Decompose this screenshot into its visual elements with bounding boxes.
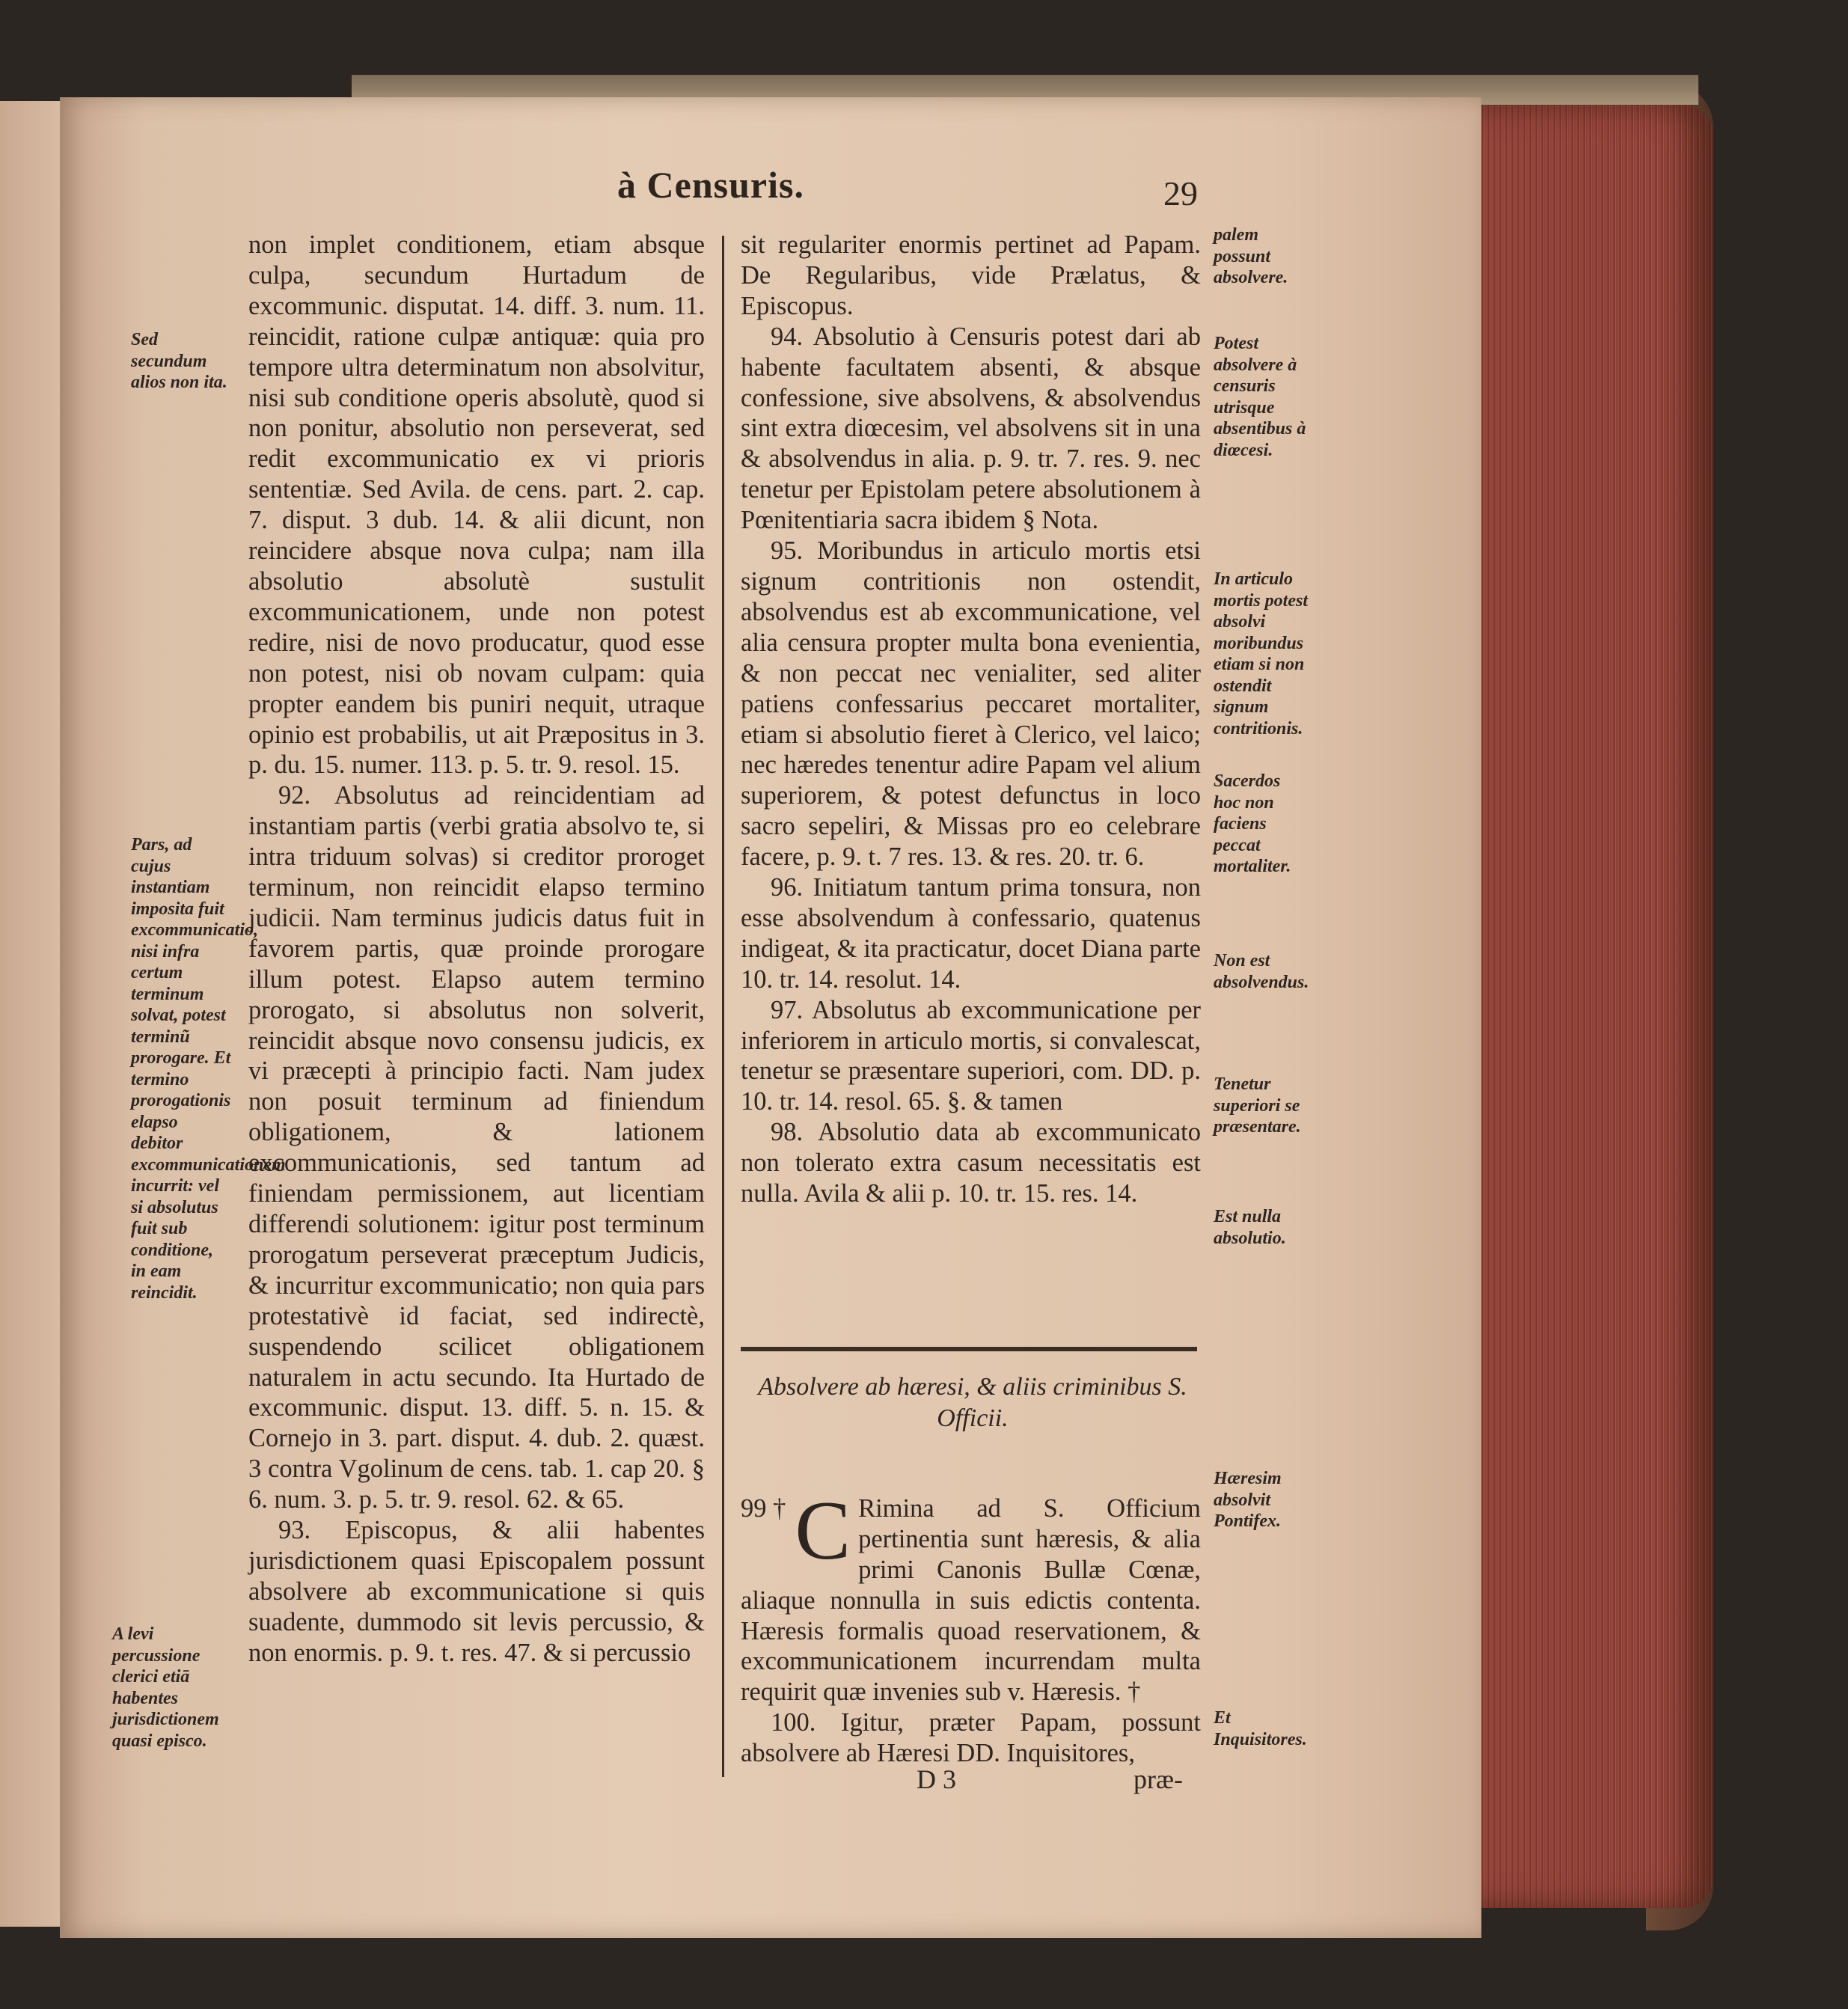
paragraph: 93. Episcopus, & alii habentes jurisdictionem quasi Episcopalem possunt absolvere ab excommunicatione si quis suadente, dummodo sit levis percussio, & non enormis. p. 9. t. res. 47. & si percussio	[248, 1516, 705, 1667]
margin-note: Sed secundum alios non ita.	[131, 330, 227, 392]
paragraph: 98. Absolutio data ab excommunicato non tolerato extra casum necessitatis est nulla. Avila & alii p. 10. tr. 15. res. 14.	[741, 1118, 1201, 1208]
paragraph: 96. Initiatum tantum prima tonsura, non esse absolvendum à confessario, quatenus indigeat, & ita practicatur, docet Diana parte 10. tr. 14. resolut. 14.	[741, 873, 1201, 994]
section-title: Absolvere ab hæresi, & aliis criminibus S. Officii.	[758, 1373, 1187, 1432]
paragraph-number: 99 †	[741, 1493, 786, 1523]
drop-cap: C	[795, 1484, 851, 1577]
paragraph	[741, 1463, 1201, 1707]
signature-mark: D 3	[917, 1764, 956, 1794]
catchword: præ-	[1133, 1764, 1183, 1794]
margin-note: Tenetur superiori se præsentare.	[1214, 1074, 1301, 1137]
margin-note: A levi percussione clerici etiā habentes jurisdictionem quasi episco.	[112, 1624, 219, 1751]
margin-note: Est nulla absolutio.	[1214, 1207, 1286, 1248]
section-rule	[741, 1347, 1197, 1351]
section-text	[741, 1463, 1201, 1769]
margin-note: Potest absolvere à censuris utrisque absentibus à diœcesi.	[1214, 334, 1306, 460]
column-divider	[722, 236, 724, 1777]
margin-note: Pars, ad cujus instantiam imposita fuit excommunicatio, nisi infra certum terminum solvat, potest terminũ prorogare. Et termino prorogationis elapso debitor excommunicationem incurrit: vel si absolutus fuit sub conditione, in eam reincidit.	[131, 835, 286, 1303]
paragraph: 100. Igitur, præter Papam, possunt absolvere ab Hæresi DD. Inquisitores,	[741, 1708, 1201, 1768]
paragraph: non implet conditionem, etiam absque culpa, secundum Hurtadum de excommunic. disputat. 14. diff. 3. num. 11. reincidit, ratione culpæ antiquæ: quia pro tempore ultra determinatum non absolvitur, nisi sub conditione operis absolutè, quod si non ponitur, absolutio non perseverat, sed redit excommunicatio ex vi prioris sententiæ. Sed Avila. de cens. part. 2. cap. 7. disput. 3 dub. 14. & alii dicunt, non reincidere absque nova culpa; nam illa absolutio absolutè sustulit excommunicationem, unde non potest redire, nisi de novo producatur, quod esse non potest, nisi ob novam culpam: quia propter eandem bis puniri nequit, utraque opinio est probabilis, ut ait Præpositus in 3. p. du. 15. numer. 113. p. 5. tr. 9. resol. 15.	[248, 230, 705, 780]
paragraph-text: Rimina ad S. Officium pertinentia sunt hæresis, & alia primi Canonis Bullæ Cœnæ, aliaque nonnulla in suis edictis contenta. Hæresis formalis quoad reservationem, & excommunicationem incurrendam multa requirit quæ invenies sub v. Hæresis. †	[741, 1493, 1201, 1707]
margin-note: Sacerdos hoc non faciens peccat mortaliter.	[1214, 771, 1291, 876]
margin-note: Et Inquisitores.	[1214, 1708, 1307, 1749]
margin-note: Non est absolvendus.	[1214, 951, 1309, 992]
paragraph: sit regulariter enormis pertinet ad Papam. De Regularibus, vide Prælatus, & Episcopus.	[741, 230, 1201, 320]
margin-note: palem possunt absolvere.	[1214, 225, 1288, 287]
page-block-edges	[1466, 105, 1713, 1908]
left-facing-page-edge	[0, 101, 64, 1927]
paragraph: 95. Moribundus in articulo mortis etsi signum contritionis non ostendit, absolvendus est ab excommunicatione, vel alia censura propter multa bona evenientia, & non peccat nec venialiter, sed aliter patiens confessarius peccaret mortaliter, etiam si absolutio fieret à Clerico, vel laico; nec hæredes tenentur adire Papam vel alium superiorem, & potest defunctus in loco sacro sepeliri, & Missas pro eo celebrare facere, p. 9. t. 7 res. 13. & res. 20. tr. 6.	[741, 536, 1201, 872]
paragraph: 97. Absolutus ab excommunicatione per inferiorem in articulo mortis, si convalescat, tenetur se præsentare superiori, com. DD. p. 10. tr. 14. resol. 65. §. & tamen	[741, 995, 1201, 1116]
page-number: 29	[1163, 174, 1198, 212]
margin-note: Hæresim absolvit Pontifex.	[1214, 1469, 1282, 1531]
paragraph: 94. Absolutio à Censuris potest dari ab habente facultatem absenti, & absque confessione, sive absolvens, & absolvendus sint extra diœcesim, vel absolvens sit in una & absolvendus in alia. p. 9. tr. 7. res. 9. nec tenetur per Epistolam petere absolutionem à Pœnitentiaria sacra ibidem § Nota.	[741, 322, 1201, 535]
left-text-column	[248, 230, 705, 1669]
running-title: à Censuris.	[617, 164, 804, 206]
right-text-column	[741, 230, 1201, 1209]
paragraph: 92. Absolutus ad reincidentiam ad instantiam partis (verbi gratia absolvo te, si intra triduum solvas) si creditor proroget terminum, non reincidit elapso termino judicii. Nam terminus judicis datus fuit in favorem partis, quæ proinde prorogare illum potest. Elapso autem termino prorogato, si absolutus non solverit, reincidit absque novo consensu judicis, ex vi præcepti à principio facti. Nam judex non posuit terminum ad finiendum obligationem, & lationem excommunicationis, sed tantum ad finiendam permissionem, aut licentiam differendi solutionem: igitur post terminum prorogatum perseverat præceptum Judicis, & incurritur excommunicatio; non quia pars protestativè id faciat, sed indirectè, suspendendo scilicet obligationem naturalem in actu secundo. Ita Hurtado de excommunic. disput. 13. diff. 5. n. 15. & Cornejo in 3. part. disput. 4. dub. 2. quæst. 3 contra Vgolinum de cens. tab. 1. cap 20. § 6. num. 3. p. 5. tr. 9. resol. 62. & 65.	[248, 781, 705, 1514]
margin-note: In articulo mortis potest absolvi moribundus etiam si non ostendit signum contritionis.	[1214, 569, 1309, 739]
